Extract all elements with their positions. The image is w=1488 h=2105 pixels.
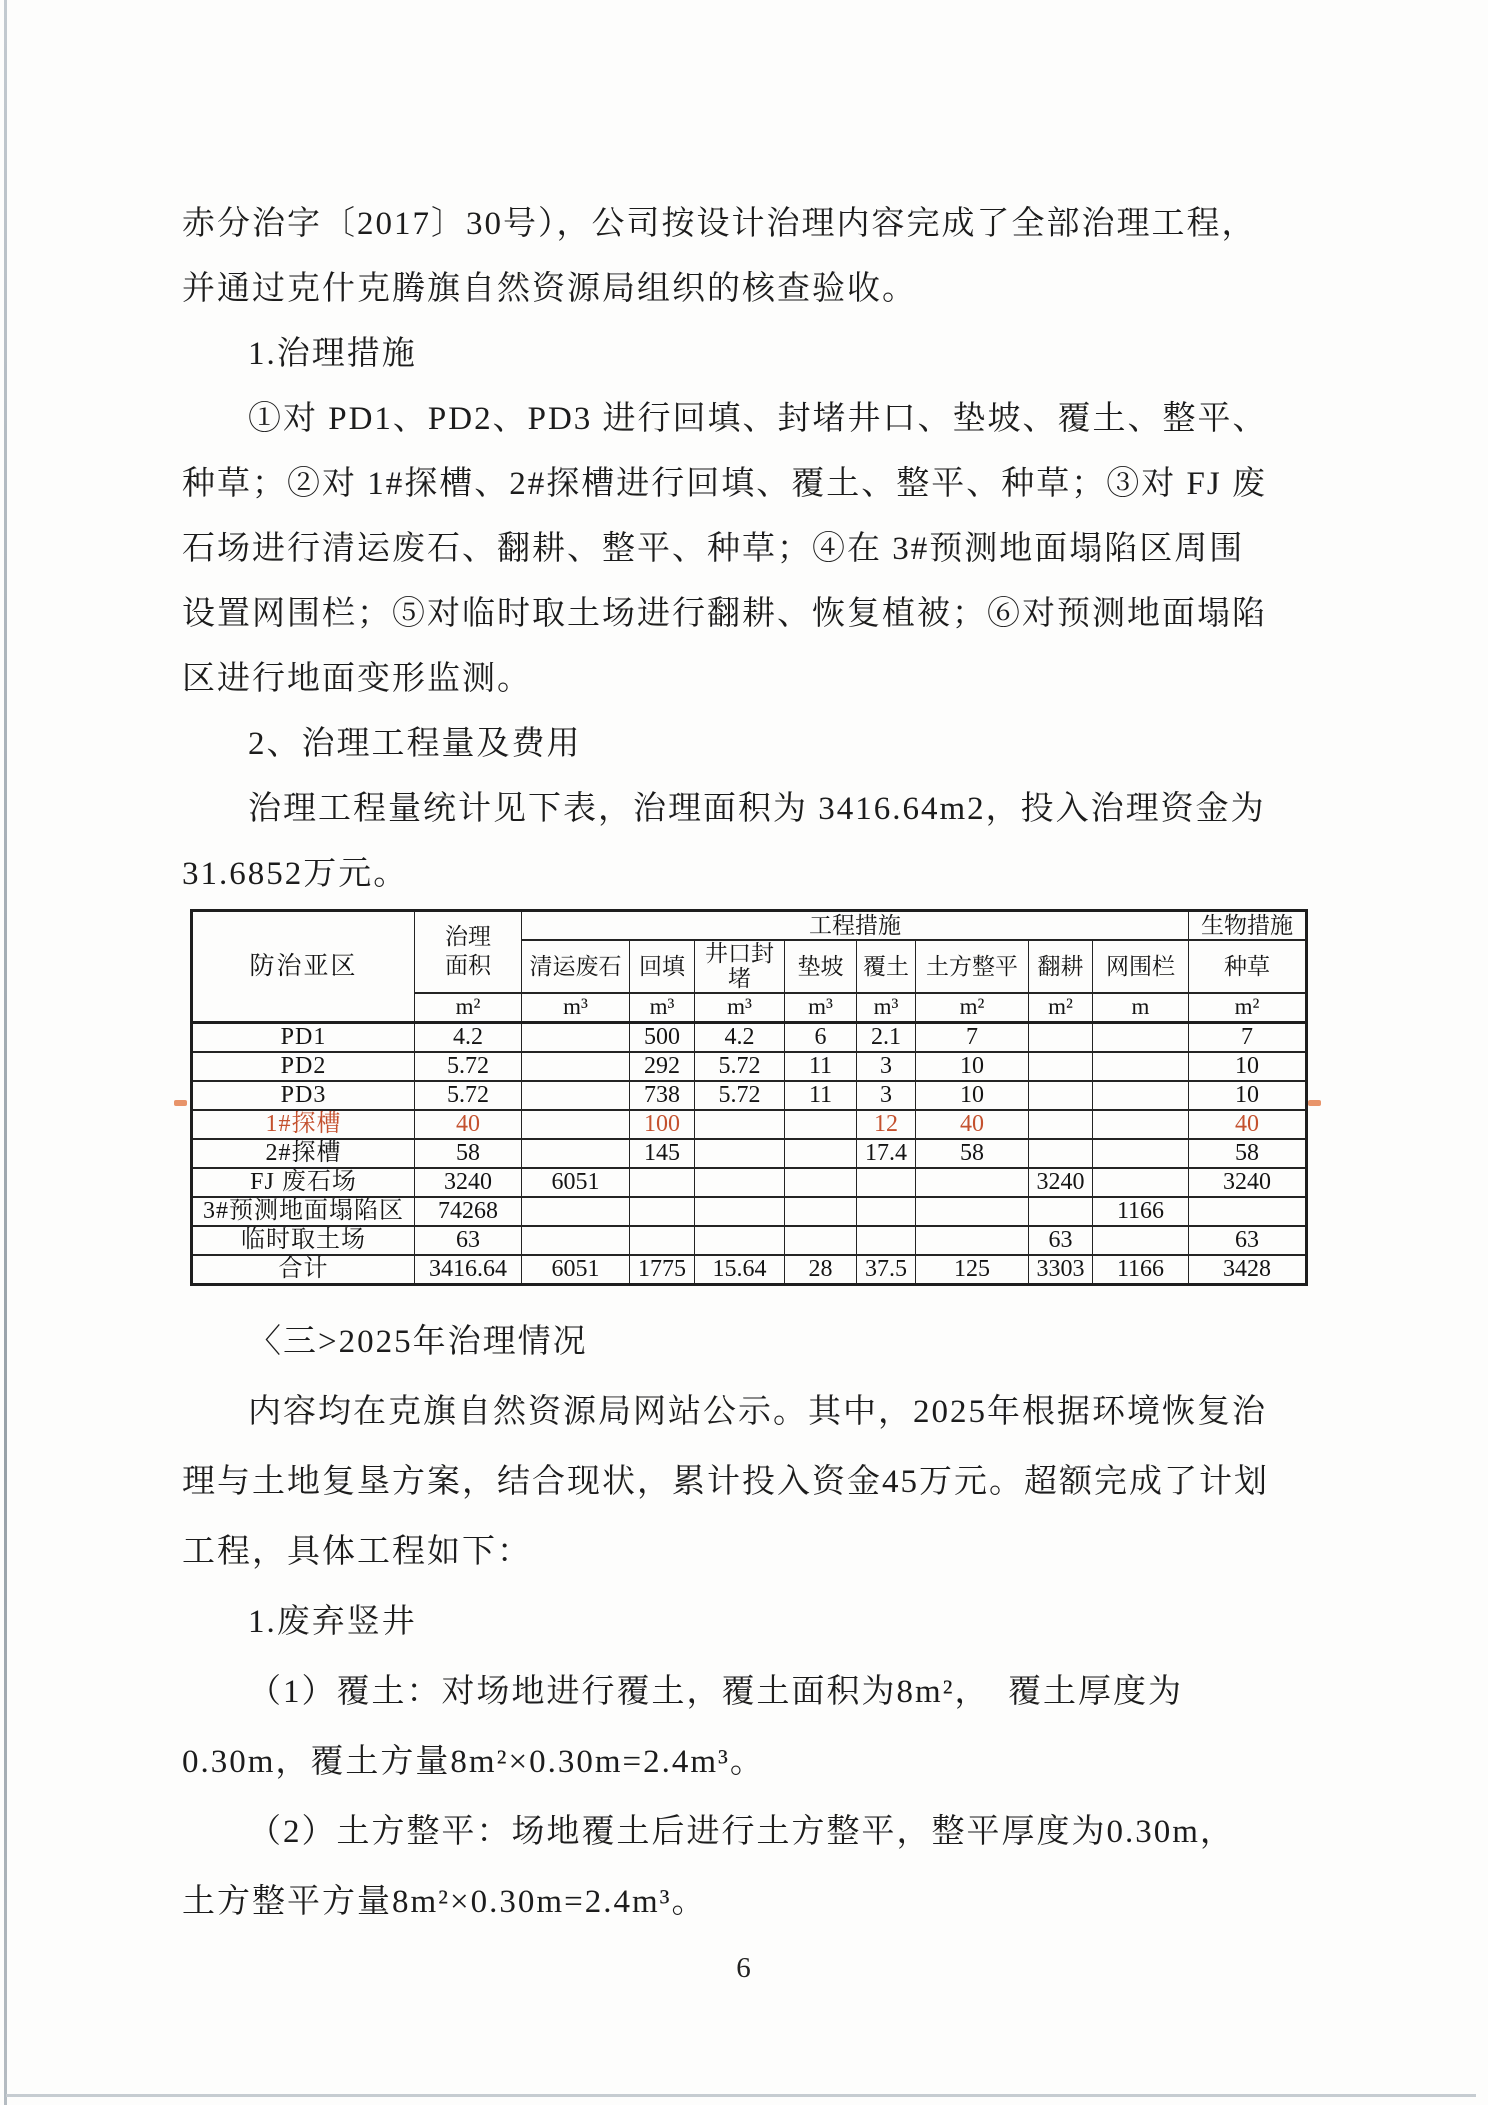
table-row-label: FJ 废石场 [192, 1168, 415, 1197]
table-row [192, 1022, 1307, 1052]
table-cell: 58 [1189, 1139, 1307, 1168]
table-row [192, 1052, 1307, 1081]
table-unit-cell: m² [1189, 993, 1307, 1023]
table-row-label: 临时取土场 [192, 1226, 415, 1255]
treatment-table-wrap [190, 909, 1305, 1286]
table-engineering-group-header: 工程措施 [522, 911, 1189, 941]
table-cell [695, 1110, 785, 1139]
table-cell [916, 1226, 1029, 1255]
table-cell: 6 [785, 1022, 857, 1052]
text-line: 赤分治字〔2017〕30号），公司按设计治理内容完成了全部治理工程， [182, 206, 1257, 242]
table-cell: 6051 [522, 1255, 630, 1285]
table-cell: 40 [916, 1110, 1029, 1139]
table-row [192, 1197, 1307, 1226]
table-row-label: 合计 [192, 1255, 415, 1285]
table-row [192, 1168, 1307, 1197]
table-cell: 37.5 [857, 1255, 916, 1285]
table-cell [1029, 1081, 1093, 1110]
table-row-label: 1#探槽 [192, 1110, 415, 1139]
table-cell [1093, 1168, 1189, 1197]
table-cell: 1166 [1093, 1197, 1189, 1226]
table-cell: 292 [630, 1052, 695, 1081]
text-line: 治理工程量统计见下表，治理面积为 3416.64m2，投入治理资金为 [248, 791, 1266, 827]
table-cell [1093, 1139, 1189, 1168]
table-cell [1189, 1197, 1307, 1226]
table-cell [785, 1168, 857, 1197]
table-cell [1029, 1022, 1093, 1052]
table-unit-cell: m³ [857, 993, 916, 1023]
table-cell [522, 1022, 630, 1052]
table-cell: 3 [857, 1052, 916, 1081]
table-cell: 4.2 [695, 1022, 785, 1052]
text-line: （1）覆土：对场地进行覆土，覆土面积为8m²， 覆土厚度为 [248, 1673, 1184, 1710]
text-line: 31.6852万元。 [182, 856, 409, 892]
table-cell: 10 [1189, 1081, 1307, 1110]
table-cell [630, 1226, 695, 1255]
table-cell [1029, 1197, 1093, 1226]
table-cell [785, 1139, 857, 1168]
table-cell: 10 [916, 1081, 1029, 1110]
table-row-label: PD1 [192, 1022, 415, 1052]
scan-artifact-left-edge [4, 0, 7, 2105]
table-bio-group-header: 生物措施 [1189, 911, 1307, 941]
table-unit-cell: m³ [522, 993, 630, 1023]
table-row-label: 3#预测地面塌陷区 [192, 1197, 415, 1226]
table-cell [630, 1197, 695, 1226]
body-text-lower [182, 1307, 1322, 1937]
table-cell [522, 1081, 630, 1110]
table-cell: 3240 [1189, 1168, 1307, 1197]
table-cell: 40 [1189, 1110, 1307, 1139]
table-row [192, 1255, 1307, 1285]
table-cell [1029, 1139, 1093, 1168]
table-cell: 5.72 [695, 1052, 785, 1081]
table-cell: 500 [630, 1022, 695, 1052]
table-cell: 4.2 [415, 1022, 522, 1052]
text-line: 1.废弃竖井 [248, 1603, 417, 1640]
scan-artifact-highlight-tick-right [1308, 1100, 1321, 1106]
table-cell: 738 [630, 1081, 695, 1110]
table-row [192, 1139, 1307, 1168]
table-cell [522, 1139, 630, 1168]
table-cell: 3428 [1189, 1255, 1307, 1285]
table-cell: 28 [785, 1255, 857, 1285]
table-col-header: 土方整平 [916, 940, 1029, 993]
body-text-upper [182, 192, 1322, 907]
table-col-header: 种草 [1189, 940, 1307, 993]
table-row [192, 1226, 1307, 1255]
text-line: （2）土方整平：场地覆土后进行土方整平，整平厚度为0.30m， [248, 1813, 1235, 1850]
text-line: 并通过克什克腾旗自然资源局组织的核查验收。 [182, 271, 917, 307]
table-unit-cell: m³ [630, 993, 695, 1023]
text-line: 种草；②对 1#探槽、2#探槽进行回填、覆土、整平、种草；③对 FJ 废 [182, 466, 1267, 502]
table-cell [785, 1226, 857, 1255]
table-cell: 6051 [522, 1168, 630, 1197]
table-cell [695, 1226, 785, 1255]
scan-artifact-highlight-tick-left [174, 1100, 187, 1106]
table-cell: 17.4 [857, 1139, 916, 1168]
table-cell: 3 [857, 1081, 916, 1110]
table-cell: 3303 [1029, 1255, 1093, 1285]
text-line: 土方整平方量8m²×0.30m=2.4m³。 [182, 1883, 707, 1920]
table-cell [857, 1197, 916, 1226]
scan-artifact-bottom-edge [6, 2094, 1476, 2097]
table-area-header [415, 911, 522, 993]
table-col-header: 井口封堵 [695, 940, 785, 993]
table-cell [916, 1168, 1029, 1197]
table-cell: 5.72 [415, 1081, 522, 1110]
table-area-header-label: 治理面积 [444, 924, 491, 978]
table-cell: 58 [415, 1139, 522, 1168]
table-unit-cell: m² [415, 993, 522, 1023]
table-unit-cell: m [1093, 993, 1189, 1023]
text-line: 〈三>2025年治理情况 [248, 1323, 588, 1360]
table-cell: 1775 [630, 1255, 695, 1285]
table-cell: 1166 [1093, 1255, 1189, 1285]
text-line: 设置网围栏；⑤对临时取土场进行翻耕、恢复植被；⑥对预测地面塌陷 [182, 596, 1267, 632]
table-cell: 12 [857, 1110, 916, 1139]
text-line: 2、治理工程量及费用 [248, 726, 582, 762]
table-cell: 3416.64 [415, 1255, 522, 1285]
table-cell: 3240 [415, 1168, 522, 1197]
table-cell: 40 [415, 1110, 522, 1139]
treatment-quantity-table [190, 909, 1308, 1286]
table-col-header: 翻耕 [1029, 940, 1093, 993]
table-cell [1093, 1081, 1189, 1110]
table-cell [916, 1197, 1029, 1226]
table-cell [1029, 1110, 1093, 1139]
table-cell: 3240 [1029, 1168, 1093, 1197]
table-unit-cell: m² [1029, 993, 1093, 1023]
table-cell: 5.72 [415, 1052, 522, 1081]
text-line: 内容均在克旗自然资源局网站公示。其中，2025年根据环境恢复治 [248, 1393, 1267, 1430]
table-cell [1093, 1052, 1189, 1081]
table-unit-cell: m² [916, 993, 1029, 1023]
table-cell: 100 [630, 1110, 695, 1139]
table-cell [1093, 1110, 1189, 1139]
text-line: 0.30m，覆土方量8m²×0.30m=2.4m³。 [182, 1743, 765, 1780]
table-cell [630, 1168, 695, 1197]
text-line: ①对 PD1、PD2、PD3 进行回填、封堵井口、垫坡、覆土、整平、 [248, 401, 1268, 437]
table-cell: 11 [785, 1052, 857, 1081]
table-cell: 145 [630, 1139, 695, 1168]
table-col-header: 垫坡 [785, 940, 857, 993]
text-line: 理与土地复垦方案，结合现状，累计投入资金45万元。超额完成了计划 [182, 1463, 1269, 1500]
table-cell [785, 1110, 857, 1139]
table-cell: 58 [916, 1139, 1029, 1168]
page-number: 6 [736, 1952, 752, 1984]
table-cell [857, 1226, 916, 1255]
table-cell [522, 1110, 630, 1139]
table-cell [857, 1168, 916, 1197]
table-col-header: 网围栏 [1093, 940, 1189, 993]
table-cell [695, 1168, 785, 1197]
table-cell: 2.1 [857, 1022, 916, 1052]
table-cell: 125 [916, 1255, 1029, 1285]
table-cell [522, 1197, 630, 1226]
table-row-label: PD3 [192, 1081, 415, 1110]
table-col-header: 回填 [630, 940, 695, 993]
table-row-label: 2#探槽 [192, 1139, 415, 1168]
table-cell [522, 1226, 630, 1255]
table-row [192, 1110, 1307, 1139]
table-cell [1093, 1022, 1189, 1052]
table-cell: 15.64 [695, 1255, 785, 1285]
table-cell: 63 [1189, 1226, 1307, 1255]
table-cell: 63 [415, 1226, 522, 1255]
table-cell: 11 [785, 1081, 857, 1110]
table-col-header: 覆土 [857, 940, 916, 993]
table-cell [695, 1197, 785, 1226]
table-cell: 63 [1029, 1226, 1093, 1255]
document-content [182, 192, 1322, 1937]
table-corner-header: 防治亚区 [192, 911, 415, 1023]
table-cell: 7 [916, 1022, 1029, 1052]
table-cell [785, 1197, 857, 1226]
table-cell: 74268 [415, 1197, 522, 1226]
table-unit-cell: m³ [695, 993, 785, 1023]
text-line: 区进行地面变形监测。 [182, 661, 532, 697]
table-cell: 5.72 [695, 1081, 785, 1110]
table-cell [695, 1139, 785, 1168]
table-col-header: 清运废石 [522, 940, 630, 993]
table-cell: 7 [1189, 1022, 1307, 1052]
table-cell: 10 [916, 1052, 1029, 1081]
table-cell [1029, 1052, 1093, 1081]
table-cell [1093, 1226, 1189, 1255]
text-line: 石场进行清运废石、翻耕、整平、种草；④在 3#预测地面塌陷区周围 [182, 531, 1245, 567]
table-cell [522, 1052, 630, 1081]
table-row-label: PD2 [192, 1052, 415, 1081]
table-unit-cell: m³ [785, 993, 857, 1023]
text-line: 1.治理措施 [248, 336, 417, 372]
text-line: 工程，具体工程如下： [182, 1533, 532, 1570]
table-cell: 10 [1189, 1052, 1307, 1081]
table-row [192, 1081, 1307, 1110]
